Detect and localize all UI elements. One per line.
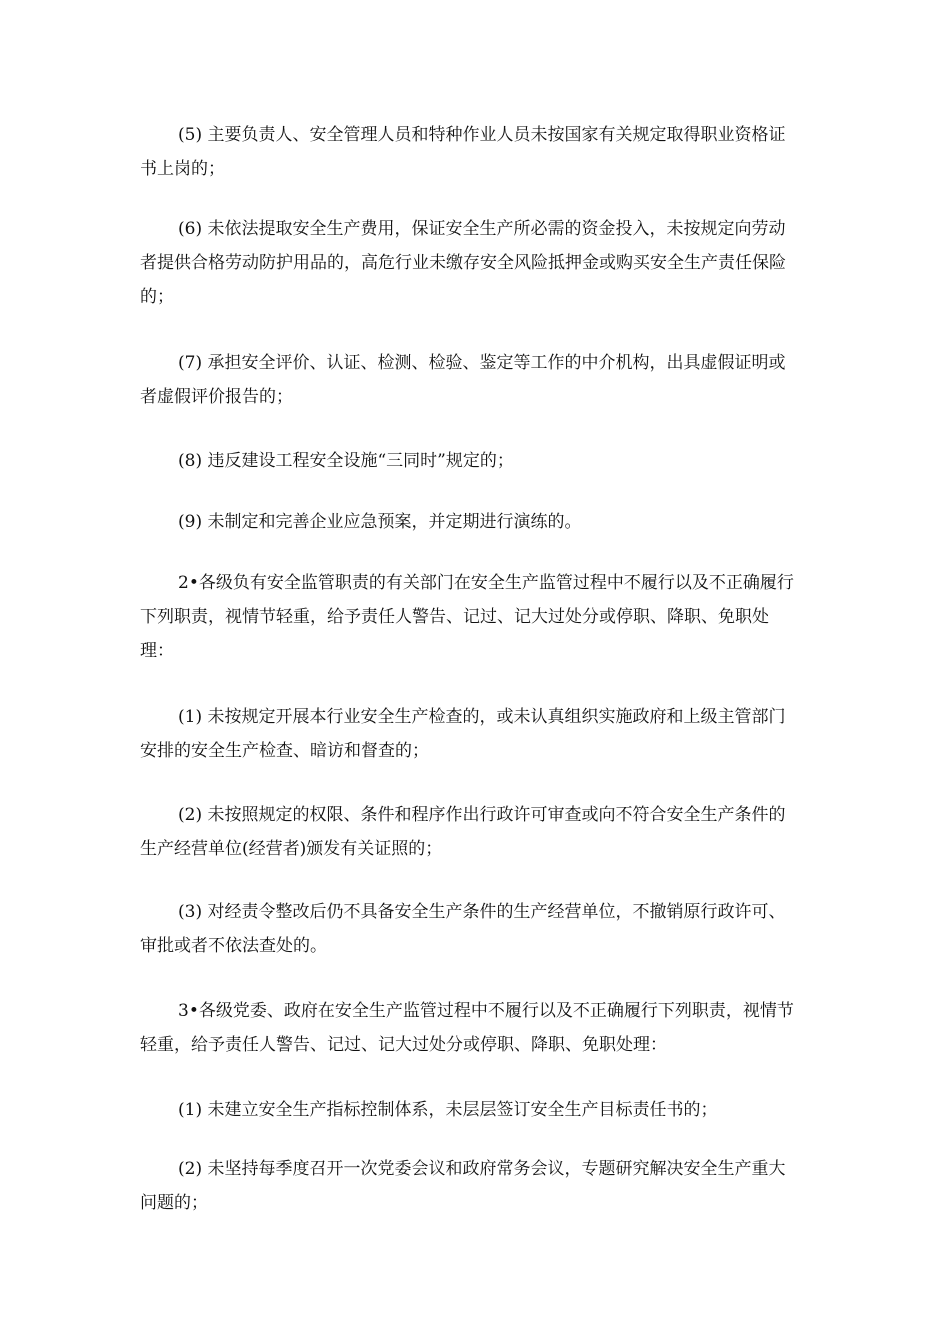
paragraph-item-5: (5) 主要负责人、安全管理人员和特种作业人员未按国家有关规定取得职业资格证书上岗的； (140, 125, 786, 179)
section-3-item-2: (2) 未坚持每季度召开一次党委会议和政府常务会议，专题研究解决安全生产重大问题的； (140, 1159, 786, 1213)
paragraph-item-8: (8) 违反建设工程安全设施“三同时”规定的； (178, 451, 514, 471)
paragraph-item-7: (7) 承担安全评价、认证、检测、检验、鉴定等工作的中介机构，出具虚假证明或者虚假评价报告的； (140, 353, 786, 407)
section-3-heading: 3•各级党委、政府在安全生产监管过程中不履行以及不正确履行下列职责，视情节轻重，给予责任人警告、记过、记大过处分或停职、降职、免职处理： (140, 1001, 794, 1055)
section-3-item-1: (1) 未建立安全生产指标控制体系，未层层签订安全生产目标责任书的； (178, 1100, 718, 1120)
section-2-item-1: (1) 未按规定开展本行业安全生产检查的，或未认真组织实施政府和上级主管部门安排的安全生产检查、暗访和督查的； (140, 707, 786, 761)
section-2-heading: 2•各级负有安全监管职责的有关部门在安全生产监管过程中不履行以及不正确履行下列职责，视情节轻重，给予责任人警告、记过、记大过处分或停职、降职、免职处理： (140, 573, 794, 661)
section-2-item-2: (2) 未按照规定的权限、条件和程序作出行政许可审查或向不符合安全生产条件的生产经营单位(经营者)颁发有关证照的； (140, 805, 786, 859)
paragraph-item-9: (9) 未制定和完善企业应急预案，并定期进行演练的。 (178, 512, 582, 532)
paragraph-item-6: (6) 未依法提取安全生产费用，保证安全生产所必需的资金投入，未按规定向劳动者提供合格劳动防护用品的，高危行业未缴存安全风险抵押金或购买安全生产责任保险的； (140, 219, 786, 307)
section-2-item-3: (3) 对经责令整改后仍不具备安全生产条件的生产经营单位，不撤销原行政许可、审批或者不依法查处的。 (140, 902, 786, 956)
